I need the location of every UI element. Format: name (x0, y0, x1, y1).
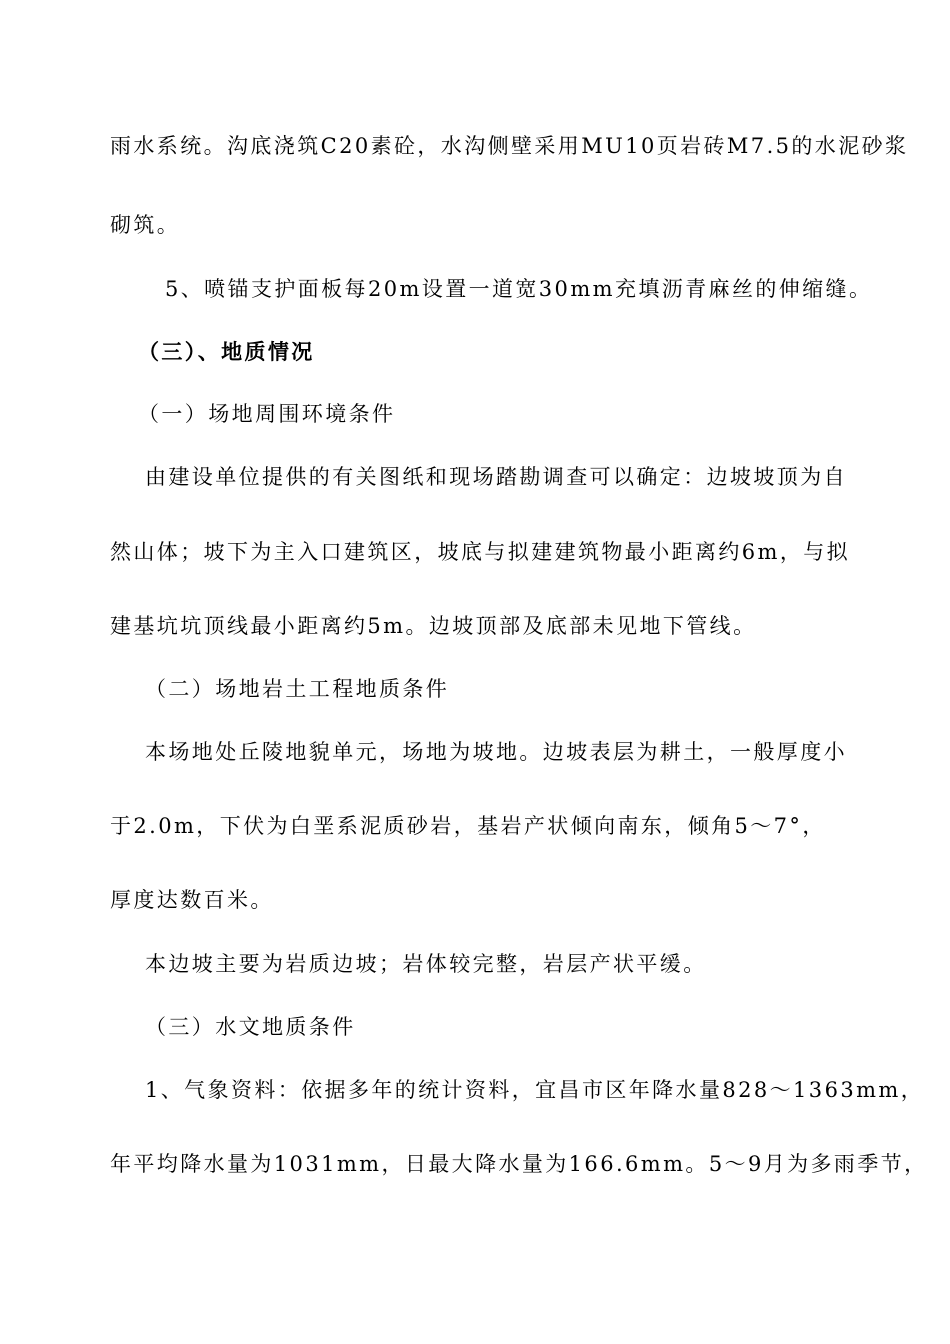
paragraph-line: 年平均降水量为1031mm，日最大降水量为166.6mm。5～9月为多雨季节， (110, 1152, 928, 1176)
paragraph-line: 1、气象资料：依据多年的统计资料，宜昌市区年降水量828～1363mm， (145, 1078, 925, 1102)
paragraph-line: 雨水系统。沟底浇筑C20素砼，水沟侧壁采用MU10页岩砖M7.5的水泥砂浆 (110, 134, 909, 158)
paragraph-line: 然山体；坡下为主入口建筑区，坡底与拟建建筑物最小距离约6m，与拟 (110, 540, 851, 564)
paragraph-line: 厚度达数百米。 (110, 888, 274, 912)
subsection-heading: （一）场地周围环境条件 (138, 402, 396, 426)
section-heading: （三）、地质情况 (138, 339, 315, 364)
subsection-heading: （二）场地岩土工程地质条件 (145, 677, 450, 701)
paragraph-line: 于2.0m，下伏为白垩系泥质砂岩，基岩产状倾向南东，倾角5～7°， (110, 814, 826, 838)
paragraph-line: 本场地处丘陵地貌单元，场地为坡地。边坡表层为耕土，一般厚度小 (145, 740, 847, 764)
paragraph-line: 由建设单位提供的有关图纸和现场踏勘调查可以确定：边坡坡顶为自 (145, 465, 847, 489)
paragraph-line: 砌筑。 (110, 213, 181, 237)
paragraph-line: 本边坡主要为岩质边坡；岩体较完整，岩层产状平缓。 (145, 952, 707, 976)
paragraph-line: 5、喷锚支护面板每20m设置一道宽30mm充填沥青麻丝的伸缩缝。 (165, 277, 873, 301)
paragraph-line: 建基坑坑顶线最小距离约5m。边坡顶部及底部未见地下管线。 (110, 614, 757, 638)
subsection-heading: （三）水文地质条件 (145, 1015, 356, 1039)
